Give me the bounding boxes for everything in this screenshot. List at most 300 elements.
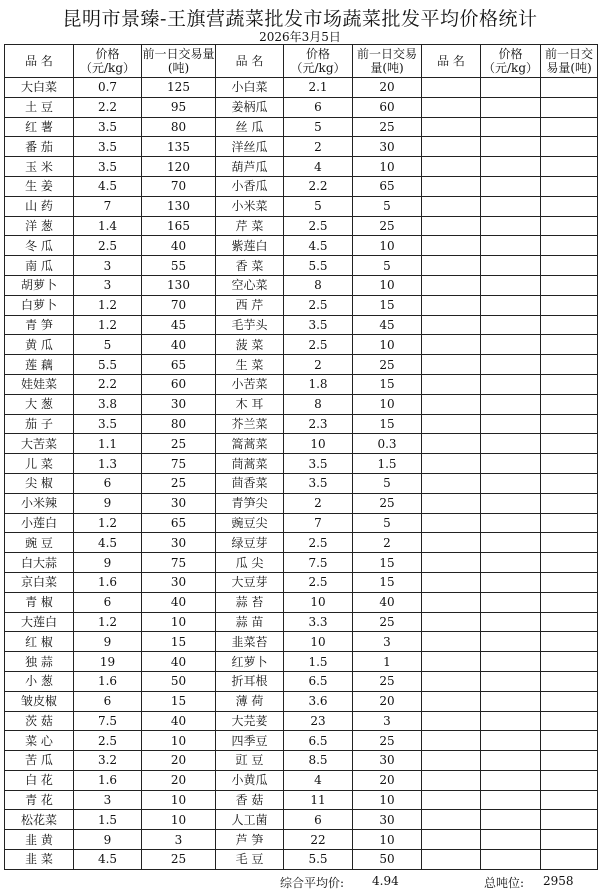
table-row bbox=[5, 275, 598, 295]
cell-volume: 60 bbox=[353, 97, 422, 117]
cell-empty bbox=[541, 335, 598, 355]
cell-name: 香 菇 bbox=[216, 790, 284, 810]
table-row bbox=[5, 434, 598, 454]
cell-volume: 15 bbox=[353, 414, 422, 434]
cell-price: 5 bbox=[74, 335, 142, 355]
cell-volume: 40 bbox=[142, 711, 216, 731]
cell-volume: 10 bbox=[353, 830, 422, 850]
cell-name: 折耳根 bbox=[216, 671, 284, 691]
header-volume: 前一日交易量(吨) bbox=[142, 45, 216, 78]
cell-price: 5 bbox=[284, 196, 353, 216]
cell-volume: 15 bbox=[353, 374, 422, 394]
cell-empty bbox=[422, 473, 481, 493]
cell-price: 2 bbox=[284, 355, 353, 375]
cell-name: 小白菜 bbox=[216, 78, 284, 98]
cell-price: 2.5 bbox=[284, 533, 353, 553]
cell-price: 1.2 bbox=[74, 612, 142, 632]
cell-empty bbox=[481, 612, 541, 632]
cell-price: 6 bbox=[284, 97, 353, 117]
cell-empty bbox=[481, 256, 541, 276]
cell-empty bbox=[541, 731, 598, 751]
cell-empty bbox=[541, 572, 598, 592]
cell-empty bbox=[481, 850, 541, 870]
cell-name: 红 薯 bbox=[5, 117, 74, 137]
cell-name: 茼蒿菜 bbox=[216, 454, 284, 474]
cell-name: 小黄瓜 bbox=[216, 770, 284, 790]
cell-empty bbox=[541, 256, 598, 276]
cell-price: 10 bbox=[284, 592, 353, 612]
cell-volume: 70 bbox=[142, 176, 216, 196]
cell-empty bbox=[541, 671, 598, 691]
cell-volume: 20 bbox=[353, 78, 422, 98]
cell-volume: 55 bbox=[142, 256, 216, 276]
cell-empty bbox=[422, 493, 481, 513]
cell-empty bbox=[541, 830, 598, 850]
cell-empty bbox=[481, 374, 541, 394]
cell-price: 1.8 bbox=[284, 374, 353, 394]
table-row bbox=[5, 374, 598, 394]
cell-volume: 5 bbox=[353, 473, 422, 493]
cell-empty bbox=[422, 394, 481, 414]
cell-name: 大芫荽 bbox=[216, 711, 284, 731]
cell-name: 生 姜 bbox=[5, 176, 74, 196]
cell-price: 6 bbox=[284, 810, 353, 830]
cell-empty bbox=[481, 454, 541, 474]
cell-name: 小苦菜 bbox=[216, 374, 284, 394]
cell-volume: 75 bbox=[142, 553, 216, 573]
table-header-row bbox=[5, 45, 598, 78]
cell-name: 韭 黄 bbox=[5, 830, 74, 850]
cell-empty bbox=[481, 830, 541, 850]
cell-empty bbox=[422, 652, 481, 672]
cell-volume: 10 bbox=[142, 810, 216, 830]
cell-price: 4.5 bbox=[284, 236, 353, 256]
cell-empty bbox=[541, 850, 598, 870]
cell-volume: 25 bbox=[142, 850, 216, 870]
cell-empty bbox=[422, 256, 481, 276]
cell-price: 10 bbox=[284, 434, 353, 454]
cell-name: 洋丝瓜 bbox=[216, 137, 284, 157]
cell-name: 丝 瓜 bbox=[216, 117, 284, 137]
cell-volume: 3 bbox=[353, 632, 422, 652]
cell-empty bbox=[481, 216, 541, 236]
cell-empty bbox=[481, 335, 541, 355]
table-row bbox=[5, 137, 598, 157]
table-row bbox=[5, 691, 598, 711]
cell-name: 胡萝卜 bbox=[5, 275, 74, 295]
cell-empty bbox=[422, 216, 481, 236]
table-row bbox=[5, 355, 598, 375]
cell-empty bbox=[541, 394, 598, 414]
cell-volume: 130 bbox=[142, 275, 216, 295]
cell-volume: 30 bbox=[353, 810, 422, 830]
cell-volume: 65 bbox=[142, 355, 216, 375]
cell-price: 3 bbox=[74, 256, 142, 276]
cell-empty bbox=[481, 275, 541, 295]
cell-empty bbox=[541, 632, 598, 652]
cell-price: 3 bbox=[74, 275, 142, 295]
cell-empty bbox=[481, 632, 541, 652]
table-row bbox=[5, 97, 598, 117]
cell-volume: 3 bbox=[353, 711, 422, 731]
cell-name: 小米菜 bbox=[216, 196, 284, 216]
cell-empty bbox=[422, 830, 481, 850]
cell-price: 8 bbox=[284, 394, 353, 414]
cell-volume: 50 bbox=[142, 671, 216, 691]
cell-volume: 95 bbox=[142, 97, 216, 117]
cell-empty bbox=[422, 790, 481, 810]
cell-price: 2.2 bbox=[74, 374, 142, 394]
cell-volume: 3 bbox=[142, 830, 216, 850]
cell-empty bbox=[541, 216, 598, 236]
cell-empty bbox=[481, 572, 541, 592]
cell-empty bbox=[481, 513, 541, 533]
cell-price: 4.5 bbox=[74, 533, 142, 553]
cell-empty bbox=[422, 592, 481, 612]
cell-empty bbox=[422, 671, 481, 691]
cell-empty bbox=[481, 810, 541, 830]
cell-empty bbox=[422, 117, 481, 137]
cell-empty bbox=[541, 117, 598, 137]
cell-price: 3.5 bbox=[74, 117, 142, 137]
table-row bbox=[5, 335, 598, 355]
cell-volume: 30 bbox=[142, 493, 216, 513]
cell-price: 8 bbox=[284, 275, 353, 295]
cell-empty bbox=[481, 493, 541, 513]
cell-empty bbox=[422, 275, 481, 295]
table-row bbox=[5, 553, 598, 573]
cell-price: 1.1 bbox=[74, 434, 142, 454]
table-row bbox=[5, 157, 598, 177]
cell-name: 茄 子 bbox=[5, 414, 74, 434]
cell-empty bbox=[481, 355, 541, 375]
cell-empty bbox=[541, 493, 598, 513]
cell-name: 茨 菇 bbox=[5, 711, 74, 731]
cell-volume: 50 bbox=[353, 850, 422, 870]
cell-price: 4 bbox=[284, 770, 353, 790]
cell-volume: 10 bbox=[142, 790, 216, 810]
cell-name: 白萝卜 bbox=[5, 295, 74, 315]
cell-volume: 125 bbox=[142, 78, 216, 98]
cell-volume: 30 bbox=[142, 533, 216, 553]
cell-empty bbox=[541, 176, 598, 196]
cell-empty bbox=[481, 533, 541, 553]
cell-empty bbox=[541, 751, 598, 771]
cell-name: 红 椒 bbox=[5, 632, 74, 652]
cell-name: 毛 豆 bbox=[216, 850, 284, 870]
cell-price: 5 bbox=[284, 117, 353, 137]
header-volume: 前一日交易量(吨) bbox=[353, 45, 422, 78]
cell-name: 青笋尖 bbox=[216, 493, 284, 513]
cell-empty bbox=[541, 533, 598, 553]
cell-volume: 45 bbox=[142, 315, 216, 335]
cell-empty bbox=[541, 553, 598, 573]
cell-name: 姜柄瓜 bbox=[216, 97, 284, 117]
cell-name: 小米辣 bbox=[5, 493, 74, 513]
cell-name: 莲 藕 bbox=[5, 355, 74, 375]
cell-empty bbox=[422, 770, 481, 790]
cell-empty bbox=[481, 196, 541, 216]
cell-volume: 1 bbox=[353, 652, 422, 672]
table-row bbox=[5, 513, 598, 533]
table-row bbox=[5, 671, 598, 691]
cell-empty bbox=[481, 176, 541, 196]
cell-price: 1.3 bbox=[74, 454, 142, 474]
cell-volume: 25 bbox=[142, 473, 216, 493]
cell-volume: 10 bbox=[353, 236, 422, 256]
cell-price: 3.5 bbox=[74, 137, 142, 157]
cell-price: 5.5 bbox=[284, 256, 353, 276]
cell-empty bbox=[481, 671, 541, 691]
cell-empty bbox=[422, 335, 481, 355]
cell-name: 薄 荷 bbox=[216, 691, 284, 711]
table-row bbox=[5, 78, 598, 98]
cell-name: 冬 瓜 bbox=[5, 236, 74, 256]
cell-price: 1.4 bbox=[74, 216, 142, 236]
cell-price: 6 bbox=[74, 691, 142, 711]
cell-volume: 25 bbox=[353, 671, 422, 691]
cell-price: 3.8 bbox=[74, 394, 142, 414]
cell-empty bbox=[541, 374, 598, 394]
cell-price: 1.5 bbox=[284, 652, 353, 672]
cell-volume: 15 bbox=[353, 572, 422, 592]
cell-price: 9 bbox=[74, 830, 142, 850]
cell-empty bbox=[541, 137, 598, 157]
table-row bbox=[5, 315, 598, 335]
cell-name: 小莲白 bbox=[5, 513, 74, 533]
cell-name: 尖 椒 bbox=[5, 473, 74, 493]
page-title: 昆明市景臻-王旗营蔬菜批发市场蔬菜批发平均价格统计 bbox=[62, 8, 538, 30]
average-price-label: 综合平均价: bbox=[280, 876, 345, 890]
cell-price: 2.5 bbox=[284, 295, 353, 315]
cell-price: 9 bbox=[74, 632, 142, 652]
table-row bbox=[5, 236, 598, 256]
cell-empty bbox=[422, 414, 481, 434]
cell-empty bbox=[481, 652, 541, 672]
cell-name: 青 花 bbox=[5, 790, 74, 810]
cell-empty bbox=[481, 751, 541, 771]
cell-volume: 40 bbox=[142, 335, 216, 355]
cell-price: 2.1 bbox=[284, 78, 353, 98]
cell-empty bbox=[422, 711, 481, 731]
table-row bbox=[5, 493, 598, 513]
cell-price: 3.5 bbox=[74, 157, 142, 177]
cell-name: 韭 菜 bbox=[5, 850, 74, 870]
cell-name: 红萝卜 bbox=[216, 652, 284, 672]
cell-volume: 40 bbox=[142, 236, 216, 256]
table-row bbox=[5, 454, 598, 474]
report-date: 2026年3月5日 bbox=[259, 30, 341, 44]
cell-volume: 65 bbox=[353, 176, 422, 196]
cell-empty bbox=[541, 275, 598, 295]
table-row bbox=[5, 632, 598, 652]
cell-name: 儿 菜 bbox=[5, 454, 74, 474]
cell-price: 19 bbox=[74, 652, 142, 672]
cell-volume: 10 bbox=[353, 157, 422, 177]
table-row bbox=[5, 830, 598, 850]
cell-empty bbox=[422, 810, 481, 830]
cell-name: 苦 瓜 bbox=[5, 751, 74, 771]
cell-volume: 25 bbox=[353, 731, 422, 751]
table-row bbox=[5, 731, 598, 751]
cell-name: 皱皮椒 bbox=[5, 691, 74, 711]
cell-empty bbox=[541, 414, 598, 434]
cell-empty bbox=[422, 355, 481, 375]
cell-empty bbox=[481, 78, 541, 98]
cell-volume: 30 bbox=[353, 751, 422, 771]
table-row bbox=[5, 473, 598, 493]
table-row bbox=[5, 176, 598, 196]
cell-empty bbox=[541, 691, 598, 711]
cell-name: 娃娃菜 bbox=[5, 374, 74, 394]
table-row bbox=[5, 592, 598, 612]
cell-empty bbox=[481, 295, 541, 315]
cell-name: 白 花 bbox=[5, 770, 74, 790]
cell-empty bbox=[481, 473, 541, 493]
table-row bbox=[5, 652, 598, 672]
cell-volume: 20 bbox=[142, 751, 216, 771]
cell-empty bbox=[481, 592, 541, 612]
cell-name: 豌 豆 bbox=[5, 533, 74, 553]
cell-price: 7.5 bbox=[74, 711, 142, 731]
cell-empty bbox=[422, 78, 481, 98]
cell-name: 菠 菜 bbox=[216, 335, 284, 355]
cell-price: 3 bbox=[74, 790, 142, 810]
cell-price: 4.5 bbox=[74, 850, 142, 870]
cell-price: 3.6 bbox=[284, 691, 353, 711]
cell-volume: 25 bbox=[353, 117, 422, 137]
cell-empty bbox=[541, 513, 598, 533]
cell-price: 3.5 bbox=[284, 473, 353, 493]
cell-name: 青 椒 bbox=[5, 592, 74, 612]
cell-name: 四季豆 bbox=[216, 731, 284, 751]
cell-price: 0.7 bbox=[74, 78, 142, 98]
table-row bbox=[5, 117, 598, 137]
cell-volume: 5 bbox=[353, 513, 422, 533]
table-row bbox=[5, 256, 598, 276]
cell-price: 1.2 bbox=[74, 513, 142, 533]
cell-volume: 2 bbox=[353, 533, 422, 553]
cell-name: 紫莲白 bbox=[216, 236, 284, 256]
cell-price: 22 bbox=[284, 830, 353, 850]
table-row bbox=[5, 295, 598, 315]
cell-price: 6 bbox=[74, 473, 142, 493]
cell-volume: 10 bbox=[353, 335, 422, 355]
cell-name: 木 耳 bbox=[216, 394, 284, 414]
cell-name: 大白菜 bbox=[5, 78, 74, 98]
cell-price: 6.5 bbox=[284, 731, 353, 751]
cell-empty bbox=[481, 711, 541, 731]
cell-name: 玉 米 bbox=[5, 157, 74, 177]
cell-volume: 5 bbox=[353, 196, 422, 216]
cell-price: 5.5 bbox=[284, 850, 353, 870]
header-price: 价格（元/kg） bbox=[74, 45, 142, 78]
cell-name: 番 茄 bbox=[5, 137, 74, 157]
header-price: 价格（元/kg） bbox=[481, 45, 541, 78]
cell-name: 篙蒿菜 bbox=[216, 434, 284, 454]
cell-empty bbox=[422, 533, 481, 553]
header-name: 品 名 bbox=[5, 45, 74, 78]
table-row bbox=[5, 850, 598, 870]
cell-name: 蒜 苗 bbox=[216, 612, 284, 632]
cell-volume: 30 bbox=[142, 394, 216, 414]
cell-price: 3.2 bbox=[74, 751, 142, 771]
cell-volume: 65 bbox=[142, 513, 216, 533]
cell-empty bbox=[481, 137, 541, 157]
cell-volume: 20 bbox=[353, 770, 422, 790]
cell-price: 3.5 bbox=[284, 454, 353, 474]
cell-name: 洋 葱 bbox=[5, 216, 74, 236]
cell-price: 1.6 bbox=[74, 770, 142, 790]
cell-volume: 40 bbox=[353, 592, 422, 612]
cell-empty bbox=[481, 790, 541, 810]
cell-volume: 25 bbox=[142, 434, 216, 454]
cell-price: 1.2 bbox=[74, 315, 142, 335]
cell-name: 葫芦瓜 bbox=[216, 157, 284, 177]
cell-volume: 15 bbox=[353, 553, 422, 573]
cell-name: 小 葱 bbox=[5, 671, 74, 691]
average-price-value: 4.94 bbox=[372, 874, 399, 888]
cell-price: 3.5 bbox=[284, 315, 353, 335]
cell-price: 2.5 bbox=[284, 335, 353, 355]
cell-volume: 40 bbox=[142, 652, 216, 672]
cell-volume: 75 bbox=[142, 454, 216, 474]
table-row bbox=[5, 810, 598, 830]
cell-name: 人工菌 bbox=[216, 810, 284, 830]
cell-price: 2.5 bbox=[74, 731, 142, 751]
cell-volume: 45 bbox=[353, 315, 422, 335]
cell-empty bbox=[422, 553, 481, 573]
cell-name: 芥兰菜 bbox=[216, 414, 284, 434]
table-row bbox=[5, 572, 598, 592]
cell-price: 2.5 bbox=[284, 216, 353, 236]
cell-name: 黄 瓜 bbox=[5, 335, 74, 355]
cell-volume: 80 bbox=[142, 117, 216, 137]
header-volume: 前一日交易量(吨) bbox=[541, 45, 598, 78]
cell-price: 23 bbox=[284, 711, 353, 731]
cell-volume: 15 bbox=[142, 691, 216, 711]
cell-volume: 70 bbox=[142, 295, 216, 315]
cell-name: 生 菜 bbox=[216, 355, 284, 375]
cell-volume: 40 bbox=[142, 592, 216, 612]
table-body bbox=[5, 78, 598, 870]
cell-empty bbox=[481, 691, 541, 711]
cell-empty bbox=[541, 196, 598, 216]
cell-empty bbox=[481, 315, 541, 335]
cell-volume: 1.5 bbox=[353, 454, 422, 474]
cell-volume: 25 bbox=[353, 493, 422, 513]
cell-name: 茴香菜 bbox=[216, 473, 284, 493]
cell-name: 香 菜 bbox=[216, 256, 284, 276]
cell-volume: 10 bbox=[142, 731, 216, 751]
cell-volume: 15 bbox=[353, 295, 422, 315]
cell-volume: 10 bbox=[142, 612, 216, 632]
cell-price: 2.2 bbox=[74, 97, 142, 117]
cell-empty bbox=[541, 295, 598, 315]
cell-volume: 165 bbox=[142, 216, 216, 236]
cell-empty bbox=[422, 315, 481, 335]
cell-name: 毛芋头 bbox=[216, 315, 284, 335]
table-row bbox=[5, 533, 598, 553]
cell-empty bbox=[541, 157, 598, 177]
cell-price: 9 bbox=[74, 493, 142, 513]
cell-empty bbox=[422, 612, 481, 632]
cell-volume: 130 bbox=[142, 196, 216, 216]
cell-name: 大莲白 bbox=[5, 612, 74, 632]
cell-empty bbox=[422, 513, 481, 533]
table-row bbox=[5, 751, 598, 771]
cell-empty bbox=[481, 97, 541, 117]
